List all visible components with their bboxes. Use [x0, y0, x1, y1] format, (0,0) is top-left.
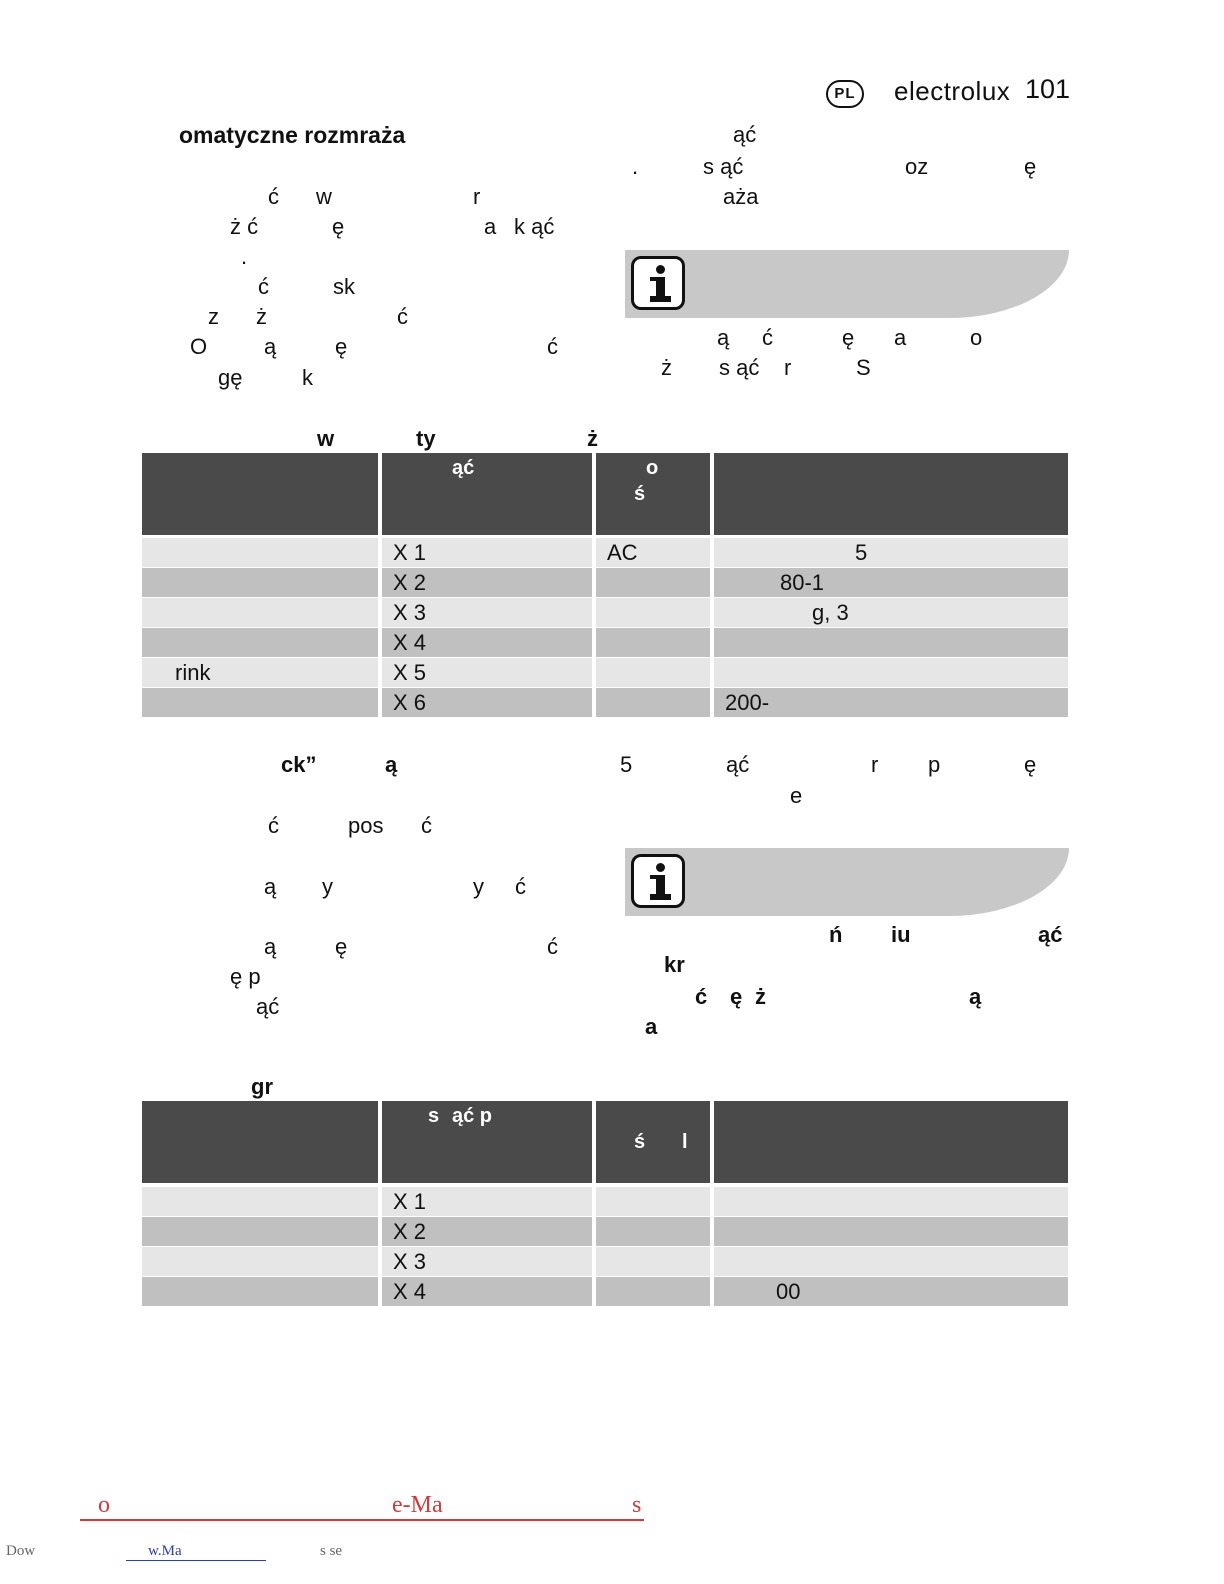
text-fragment: l	[682, 1131, 688, 1153]
table-row: X 2	[142, 1217, 1068, 1246]
section-heading: omatyczne rozmraża	[179, 122, 406, 148]
table-row: X 3 g, 3	[142, 598, 1068, 627]
text-fragment: a	[484, 214, 497, 239]
text-fragment: iu	[891, 922, 911, 947]
text-fragment: o	[646, 457, 659, 479]
info-icon	[631, 854, 685, 908]
text-fragment: ż	[587, 426, 598, 451]
text-fragment: ć	[762, 325, 773, 350]
header-cell	[142, 453, 378, 535]
text-fragment: k	[302, 365, 313, 390]
text-fragment: O	[190, 334, 208, 359]
table-row: X 6 200-	[142, 688, 1068, 717]
text-fragment: ę	[335, 934, 348, 959]
table-row: X 3	[142, 1247, 1068, 1276]
text-fragment: y	[322, 874, 333, 899]
info-note-box	[625, 250, 1069, 318]
text-fragment: a	[645, 1014, 658, 1039]
text-fragment: ę	[1024, 154, 1037, 179]
text-fragment: 5	[620, 752, 633, 777]
table-header	[142, 453, 1068, 535]
table-row: X 4 00	[142, 1277, 1068, 1306]
text-fragment: ck”	[281, 752, 317, 777]
text-fragment: ty	[416, 426, 436, 451]
header-cell	[714, 453, 1068, 535]
text-fragment: y	[473, 874, 484, 899]
table2-caption: gr	[251, 1074, 273, 1099]
text-fragment: ę	[335, 334, 348, 359]
text-fragment: ę	[332, 214, 345, 239]
text-fragment: k ąć	[514, 214, 555, 239]
text-fragment: ń	[829, 922, 843, 947]
footer-banner	[80, 1492, 644, 1521]
text-fragment: s ąć	[719, 355, 760, 380]
text-fragment: ąć	[452, 457, 475, 479]
text-fragment: oz	[905, 154, 929, 179]
text-fragment: s	[428, 1105, 440, 1127]
text-fragment: sk	[333, 274, 355, 299]
text-fragment: r	[473, 184, 481, 209]
text-fragment: gę	[218, 365, 243, 390]
text-fragment: ą	[264, 334, 277, 359]
text-fragment: ż	[755, 984, 766, 1009]
text-fragment: kr	[664, 952, 685, 977]
text-fragment: ę	[730, 984, 743, 1009]
text-fragment: Dow	[6, 1543, 36, 1559]
text-fragment: ć	[268, 184, 279, 209]
text-fragment: ą	[264, 934, 277, 959]
text-fragment: ć	[397, 304, 408, 329]
table-row: rink X 5	[142, 658, 1068, 687]
header-cell	[382, 1101, 592, 1183]
text-fragment: .	[241, 244, 248, 269]
text-fragment: S	[856, 355, 871, 380]
header-cell	[382, 453, 592, 535]
text-fragment: w	[317, 426, 335, 451]
table-row: X 4	[142, 628, 1068, 657]
text-fragment: ą	[717, 325, 730, 350]
text-fragment: .	[632, 154, 639, 179]
text-fragment: ć	[515, 874, 526, 899]
text-fragment: ś	[634, 1131, 646, 1153]
text-fragment: e-Ma	[392, 1492, 443, 1518]
text-fragment: ąć	[1038, 922, 1063, 947]
text-fragment: o	[98, 1492, 110, 1518]
header-cell	[596, 1101, 710, 1183]
text-fragment: ś	[634, 483, 646, 505]
text-fragment: ę	[1024, 752, 1037, 777]
link-text[interactable]: w.Ma	[148, 1543, 182, 1559]
page-number: 101	[1025, 74, 1071, 104]
text-fragment: ą	[385, 752, 398, 777]
info-note-box	[625, 848, 1069, 916]
footer-website-link[interactable]	[126, 1543, 266, 1561]
text-fragment: ż	[256, 304, 267, 329]
text-fragment: a	[894, 325, 907, 350]
table-row: X 1	[142, 1187, 1068, 1216]
text-fragment: ć	[421, 813, 432, 838]
text-fragment: w	[316, 184, 332, 209]
table-row: X 2 80-1	[142, 568, 1068, 597]
header-cell	[142, 1101, 378, 1183]
text-fragment: s se	[320, 1543, 343, 1559]
text-fragment: z	[208, 304, 219, 329]
text-fragment: ąć p	[452, 1105, 493, 1127]
text-fragment: s	[632, 1492, 642, 1518]
text-fragment: ą	[969, 984, 982, 1009]
text-fragment: ć	[695, 984, 708, 1009]
text-fragment: ąć	[726, 752, 750, 777]
text-fragment: ć	[547, 334, 558, 359]
text-fragment: r	[784, 355, 792, 380]
text-fragment: pos	[348, 813, 384, 838]
text-fragment: ą	[264, 874, 277, 899]
brand-name: electrolux	[894, 76, 1011, 106]
settings-table-1	[142, 453, 1068, 717]
text-fragment: o	[970, 325, 983, 350]
text-fragment: ę p	[230, 964, 261, 989]
text-fragment: ąć	[256, 994, 280, 1019]
table-row: X 1 AC 5	[142, 538, 1068, 567]
header-cell	[596, 453, 710, 535]
text-fragment: ę	[842, 325, 855, 350]
language-badge: PL	[826, 80, 864, 108]
text-fragment: p	[928, 752, 941, 777]
text-fragment: ż	[661, 355, 672, 380]
text-fragment: ąć	[733, 122, 757, 147]
text-fragment: s ąć	[703, 154, 744, 179]
settings-table-2	[142, 1101, 1068, 1306]
table-header	[142, 1101, 1068, 1183]
text-fragment: r	[871, 752, 879, 777]
text-fragment: ć	[258, 274, 269, 299]
header-cell	[714, 1101, 1068, 1183]
info-icon	[631, 256, 685, 310]
text-fragment: ć	[268, 813, 279, 838]
text-fragment: ć	[547, 934, 558, 959]
text-fragment: ż ć	[230, 214, 259, 239]
text-fragment: e	[790, 783, 803, 808]
text-fragment: aża	[723, 184, 759, 209]
